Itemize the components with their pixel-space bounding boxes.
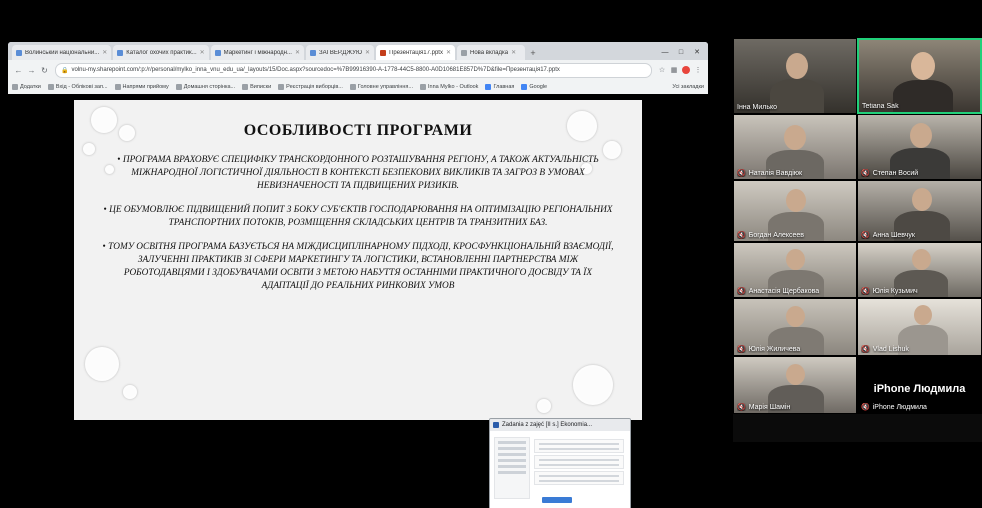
bubble-decoration (90, 106, 118, 134)
bookmark-item-3[interactable]: Домашня сторінка... (176, 84, 235, 90)
mic-muted-icon: 🔇 (861, 232, 870, 239)
preview-title: Zadania z zajęć [II s.] Ekonomia... (502, 422, 593, 428)
participant-name: Tetiana Sak (862, 103, 899, 110)
participant-row (733, 114, 982, 180)
bubble-decoration (566, 110, 598, 142)
tab-close-icon[interactable]: ✕ (445, 50, 451, 56)
bookmarks-bar (8, 80, 708, 95)
preview-sidebar (494, 437, 530, 499)
presentation-viewport (8, 94, 708, 432)
tab-favicon-icon (215, 50, 221, 56)
mic-muted-icon: 🔇 (737, 288, 746, 295)
slide-title: ОСОБЛИВОСТІ ПРОГРАМИ (243, 122, 473, 139)
browser-tab-4[interactable] (376, 45, 455, 60)
browser-tab-strip (8, 42, 708, 60)
tab-close-icon[interactable]: ✕ (102, 50, 108, 56)
bookmark-item-8[interactable]: Главная (485, 84, 514, 90)
bubble-decoration (118, 124, 136, 142)
participant-name: 🔇 Vlad Lishuk (861, 345, 909, 353)
bullet-marker: • (102, 242, 109, 252)
browser-tab-2[interactable] (211, 45, 304, 60)
extensions-icon[interactable]: ▦ (670, 67, 678, 74)
participant-name: Інна Милько (737, 104, 778, 111)
preview-card (534, 455, 624, 469)
mic-muted-icon: 🔇 (737, 232, 746, 239)
participant-tile-8[interactable] (733, 298, 857, 356)
bookmark-item-0[interactable]: Додатки (12, 84, 41, 90)
slide-canvas (74, 100, 642, 420)
tab-favicon-icon (117, 50, 123, 56)
participant-tile-7[interactable] (857, 242, 982, 298)
bookmark-item-7[interactable]: Inna Mylko - Outlook (420, 84, 478, 90)
slide-bullet-1: • ЦЕ ОБУМОВЛЮЄ ПІДВИЩЕНИЙ ПОПИТ З БОКУ СУБ'ЄКТІВ ГОСПОДАРЮВАННЯ НА ОПТИМІЗАЦІЮ РЕГІОНАЛЬНИХ ТРАНСПОРТНИХ ПОТОКІВ, РОЗМІЩЕННЯ СКЛАДСЬКИХ ЦЕНТРІВ ТА ТРАНЗИТНИХ БАЗ. (103, 205, 613, 228)
taskbar-window-preview[interactable] (489, 418, 631, 508)
mic-muted-icon: 🔇 (861, 288, 870, 295)
profile-avatar[interactable] (680, 64, 692, 76)
browser-tab-1[interactable] (113, 45, 208, 60)
bubble-decoration (122, 384, 138, 400)
participant-tile-0[interactable] (733, 38, 857, 114)
bubble-decoration (572, 364, 614, 406)
browser-menu-icon[interactable]: ⋮ (694, 67, 702, 74)
browser-tab-0[interactable] (12, 45, 111, 60)
participant-name: 🔇 Анна Шевчук (861, 231, 915, 239)
participant-tile-10[interactable] (733, 356, 857, 414)
tab-label: Волинський національни... (25, 49, 100, 56)
participant-tile-4[interactable] (733, 180, 857, 242)
window-controls (657, 46, 708, 60)
mic-muted-icon: 🔇 (861, 170, 870, 177)
participant-row (733, 38, 982, 114)
participant-tile-11[interactable] (857, 356, 982, 414)
participant-name: 🔇 Наталія Вавдіюк (737, 169, 803, 177)
bookmark-item-5[interactable]: Реєстрація виборців... (278, 84, 343, 90)
tab-favicon-icon (461, 50, 467, 56)
preview-card (534, 471, 624, 485)
participant-row (733, 180, 982, 242)
participant-display-name: iPhone Людмила (873, 382, 966, 395)
preview-card (534, 439, 624, 453)
reload-icon[interactable]: ↻ (41, 65, 48, 75)
new-tab-button[interactable]: + (530, 48, 536, 58)
tab-favicon-icon (16, 50, 22, 56)
participant-name: 🔇 Юлія Кузьмич (861, 287, 918, 295)
mic-muted-icon: 🔇 (861, 404, 870, 411)
participant-tile-3[interactable] (857, 114, 982, 180)
bullet-marker: • (103, 205, 110, 215)
address-bar[interactable] (55, 63, 652, 78)
participant-tile-1[interactable] (857, 38, 982, 114)
tab-label: Маркетинг і міжнародн... (223, 49, 292, 56)
minimize-button[interactable]: — (661, 49, 669, 56)
browser-window (8, 42, 708, 432)
preview-body (490, 431, 630, 508)
mic-muted-icon: 🔇 (737, 346, 746, 353)
bookmark-item-9[interactable]: Google (521, 84, 547, 90)
participant-name: 🔇 Богдан Алексеев (737, 231, 805, 239)
lock-icon: 🔒 (61, 67, 69, 74)
mic-muted-icon: 🔇 (737, 404, 746, 411)
all-bookmarks-button[interactable]: Усі закладки (672, 84, 704, 90)
participant-tile-6[interactable] (733, 242, 857, 298)
tab-label: Презентація17.pptx (389, 49, 443, 56)
bookmark-item-2[interactable]: Напрями прийому (115, 84, 169, 90)
video-feed (734, 39, 856, 113)
star-icon[interactable]: ☆ (658, 67, 666, 74)
tab-label: ЗАГВЕР.ДЖУЮ (319, 49, 363, 56)
tab-favicon-icon (310, 50, 316, 56)
tab-close-icon[interactable]: ✕ (365, 50, 371, 56)
close-window-button[interactable]: ✕ (694, 49, 700, 56)
participant-name: 🔇 Степан Восий (861, 169, 919, 177)
participant-row (733, 298, 982, 356)
bookmark-item-4[interactable]: Виписки (242, 84, 271, 90)
participant-tile-5[interactable] (857, 180, 982, 242)
preview-primary-button (542, 497, 572, 503)
slide-bullet-2: • ТОМУ ОСВІТНЯ ПРОГРАМА БАЗУЄТЬСЯ НА МІЖДИСЦИПЛІНАРНОМУ ПІДХОДІ, КРОСФУНКЦІОНАЛЬНІЙ ВЗАЄМОДІЇ, ЗАЛУЧЕННІ ПРАКТИКІВ ЗІ СФЕРИ МАРКЕТИНГУ ТА ЛОГІСТИКИ, ВСТАНОВЛЕННІ ПАРТНЕРСТВА МІЖ РОБОТОДАВЦЯМИ І ЗДОБУВАЧАМИ ОСВІТИ З МЕТОЮ НАБУТТЯ ОСТАННІМИ ПРАКТИЧНОГО ДОСВІДУ ТА ЇХ АДАПТАЦІЇ ДО РЕАЛЬНИХ РИНКОВИХ УМОВ (102, 242, 614, 291)
participant-name: 🔇 Анастасія Щербакова (737, 287, 820, 295)
browser-toolbar (8, 60, 708, 80)
forward-icon[interactable]: → (27, 65, 36, 75)
participant-name: 🔇 iPhone Людмила (861, 403, 927, 411)
tab-close-icon[interactable]: ✕ (294, 50, 300, 56)
tab-favicon-icon (380, 50, 386, 56)
participant-tile-2[interactable] (733, 114, 857, 180)
back-icon[interactable]: ← (14, 65, 23, 75)
participant-tile-9[interactable] (857, 298, 982, 356)
app-icon (493, 422, 499, 428)
bookmark-item-6[interactable]: Головне управління... (350, 84, 413, 90)
maximize-button[interactable]: □ (678, 49, 684, 56)
participant-grid (733, 38, 982, 442)
bookmark-item-1[interactable]: Вхід - Обліковi зап... (48, 84, 108, 90)
bubble-decoration (84, 346, 120, 382)
tab-label: Нова вкладка (470, 49, 509, 56)
browser-tab-5[interactable] (457, 45, 525, 60)
tab-close-icon[interactable]: ✕ (199, 50, 205, 56)
mic-muted-icon: 🔇 (861, 346, 870, 353)
participant-row (733, 356, 982, 414)
tab-close-icon[interactable]: ✕ (511, 50, 517, 56)
participant-name: 🔇 Юлія Жиличева (737, 345, 801, 353)
slide-bullet-0: • ПРОГРАМА ВРАХОВУЄ СПЕЦИФІКУ ТРАНСКОРДОННОГО РОЗТАШУВАННЯ РЕГІОНУ, А ТАКОЖ АКТУАЛЬНІСТЬ МІЖНАРОДНОЇ ЛОГІСТИЧНОЇ ДІЯЛЬНОСТІ В КОНТЕКСТІ БЕЗПЕКОВИХ ВИКЛИКІВ ТА ЗАГРОЗ В УМОВАХ НЕВИЗНАЧЕНОСТІ ТА ПІДВИЩЕНИХ РИЗИКІВ. (117, 155, 599, 191)
video-feed (859, 40, 980, 112)
preview-title-bar (490, 419, 630, 431)
participant-name: 🔇 Марія Шамін (737, 403, 791, 411)
bullet-marker: • (117, 155, 123, 165)
toolbar-right-icons (656, 64, 704, 76)
bubble-decoration (536, 398, 552, 414)
tab-label: Каталог охочих практик... (126, 49, 197, 56)
browser-tab-3[interactable] (306, 45, 374, 60)
mic-muted-icon: 🔇 (737, 170, 746, 177)
slide-bullets (74, 154, 642, 293)
participant-row (733, 242, 982, 298)
address-bar-value: volnu-my.sharepoint.com/:p:/r/personal/mylko_inna_vnu_edu_ua/_layouts/15/Doc.aspx?sourcedoc=%7B99916390-A-1778-44C5-8800-A0D10681E857D%7D&file=Презентація17.pptx (71, 67, 560, 73)
